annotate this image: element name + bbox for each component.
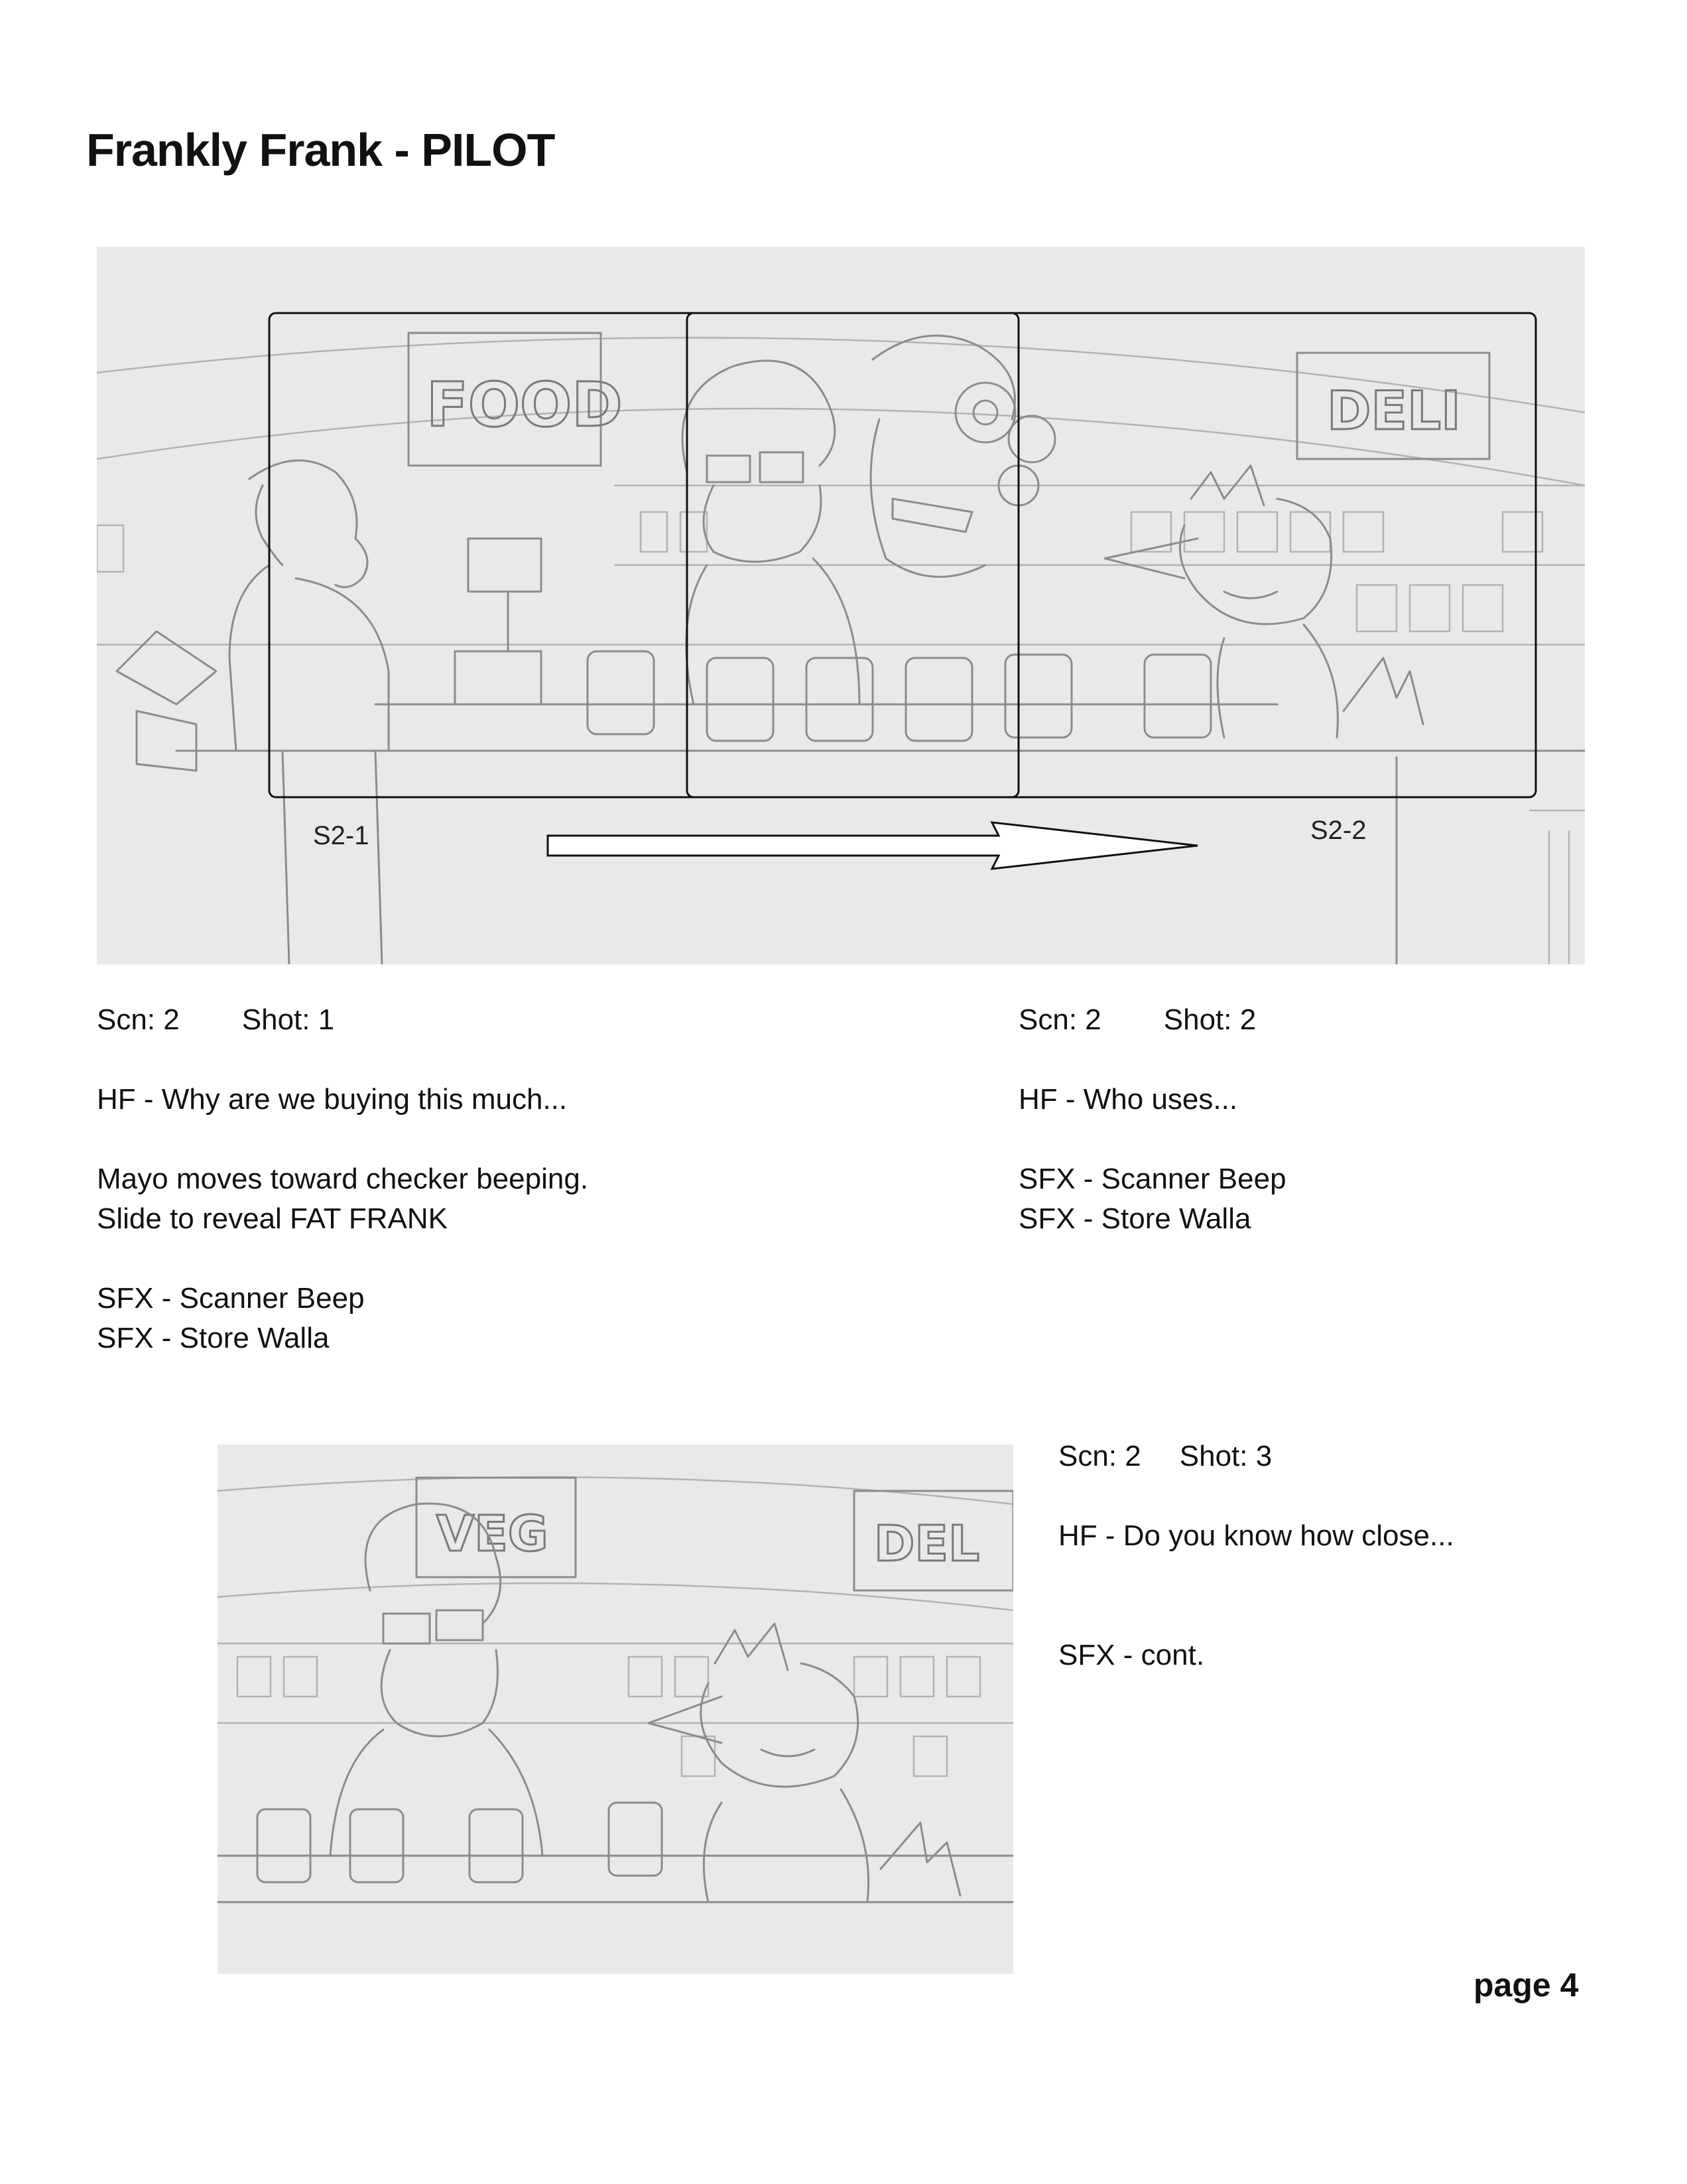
dialogue-line: HF - Do you know how close...: [1058, 1519, 1454, 1552]
dialogue-line: HF - Who uses...: [1019, 1083, 1238, 1116]
shot-notes-1: [97, 1000, 588, 1358]
sfx-line: SFX - Scanner Beep: [97, 1282, 365, 1315]
shot-number: Shot: 2: [1163, 1003, 1257, 1036]
page-number: page 4: [1473, 1966, 1579, 2004]
shot-notes-3: [1058, 1437, 1454, 1675]
sfx-line: SFX - Store Walla: [97, 1322, 330, 1354]
shot-number: Shot: 3: [1179, 1440, 1273, 1472]
sign-del: DEL: [874, 1515, 980, 1573]
document-title: Frankly Frank - PILOT: [86, 124, 555, 176]
sfx-line: SFX - Store Walla: [1019, 1202, 1251, 1235]
camera-slide-arrow: [548, 822, 1198, 869]
action-line: Slide to reveal FAT FRANK: [97, 1202, 448, 1235]
storyboard-sketch: [97, 247, 1585, 964]
action-line: Mayo moves toward checker beeping.: [97, 1163, 589, 1195]
storyboard-panel-shot-3: [218, 1445, 1013, 1974]
storyboard-sketch: [218, 1445, 1013, 1974]
shot-number: Shot: 1: [241, 1003, 335, 1036]
scene-number: Scn: 2: [1058, 1440, 1141, 1472]
shot-notes-2: [1019, 1000, 1286, 1239]
sign-deli: DELI: [1327, 380, 1461, 442]
frame-label-s2-1: S2-1: [313, 821, 369, 850]
scene-number: Scn: 2: [97, 1003, 180, 1036]
sign-veg: VEG: [436, 1506, 548, 1563]
sfx-line: SFX - Scanner Beep: [1019, 1163, 1286, 1195]
dialogue-line: HF - Why are we buying this much...: [97, 1083, 568, 1116]
scene-number: Scn: 2: [1019, 1003, 1101, 1036]
sign-food: FOOD: [426, 369, 623, 440]
frame-label-s2-2: S2-2: [1310, 816, 1367, 845]
storyboard-panel-wide: [97, 247, 1585, 964]
sfx-line: SFX - cont.: [1058, 1639, 1205, 1671]
